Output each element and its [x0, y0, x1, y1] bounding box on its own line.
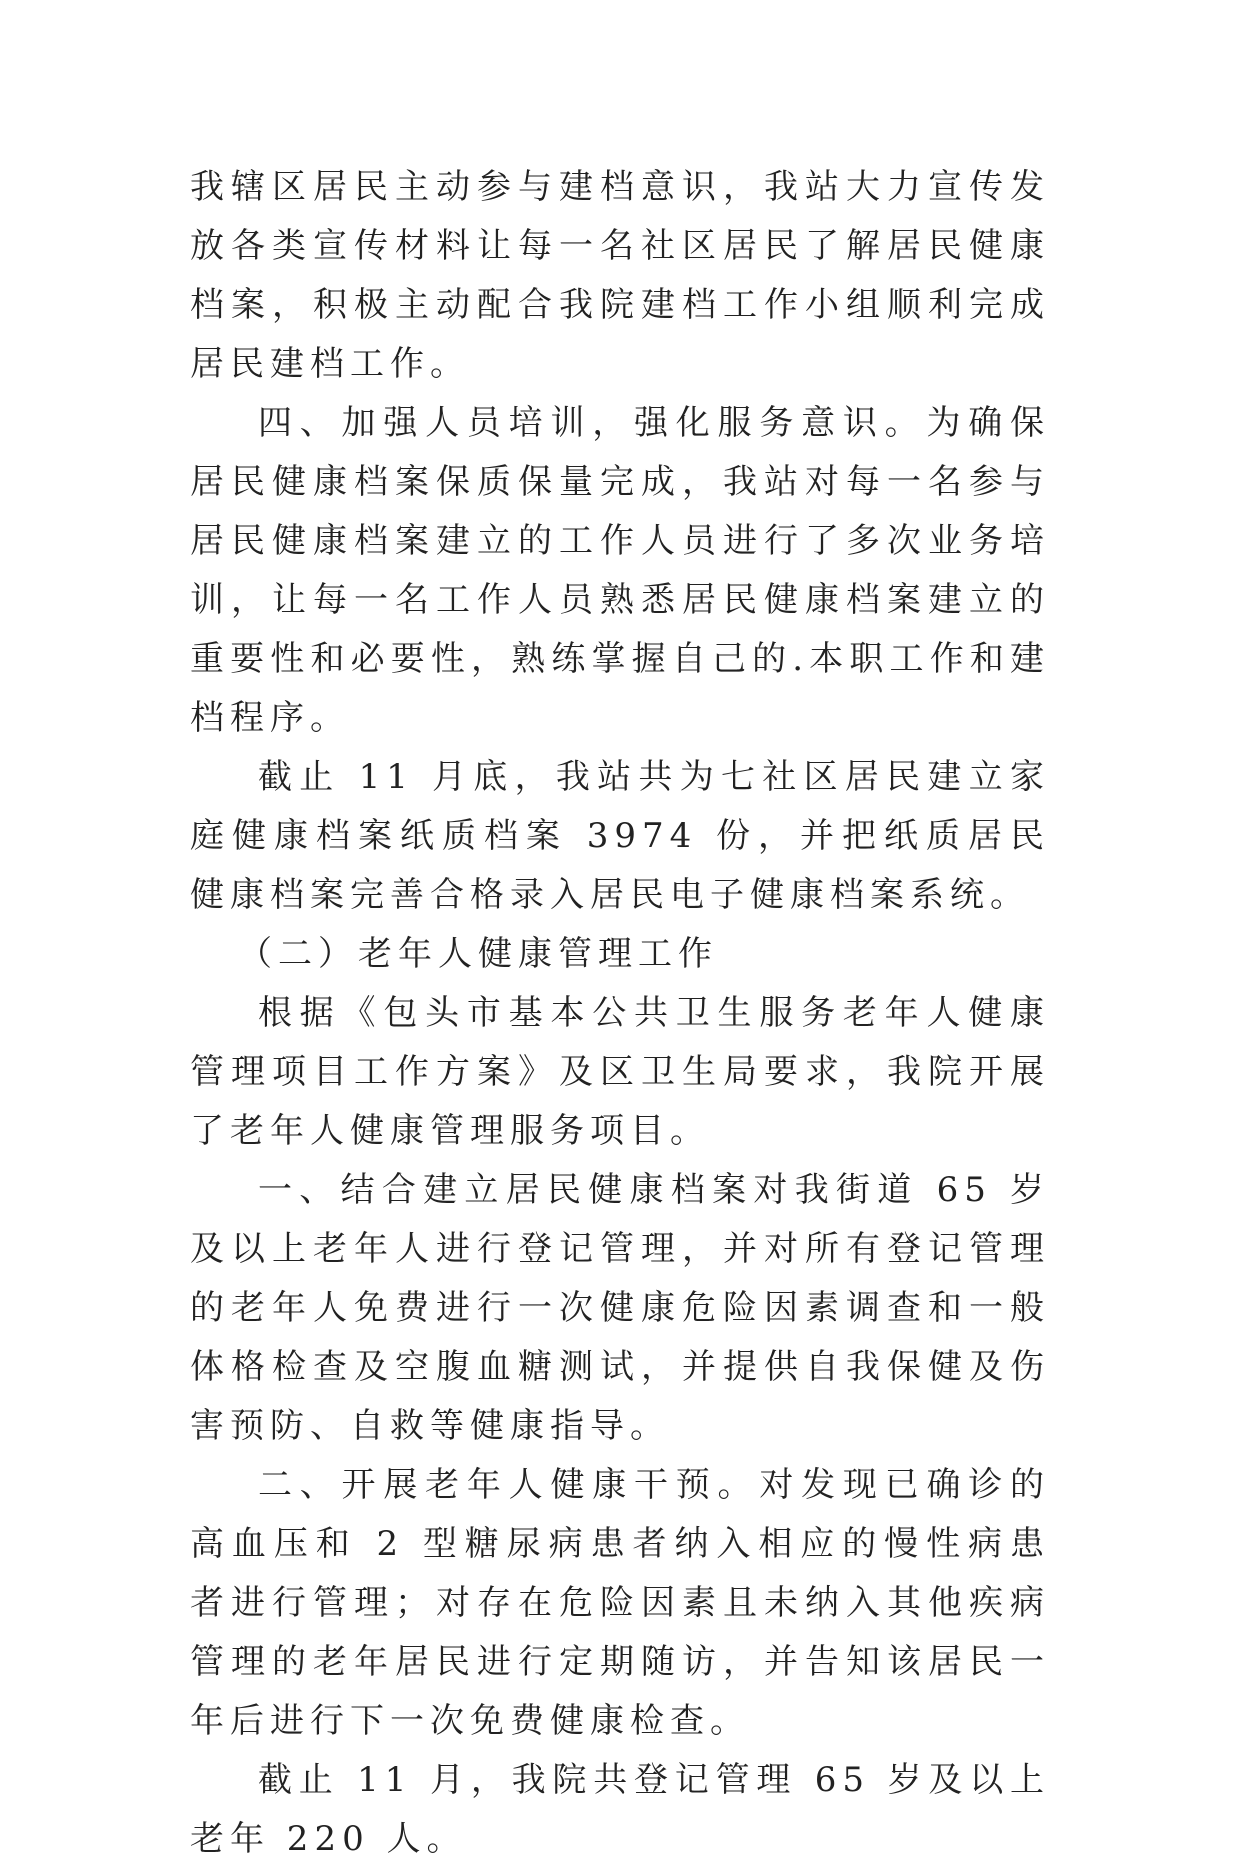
paragraph-elderly-count: 截止 11 月，我院共登记管理 65 岁及以上老年 220 人。 [190, 1760, 1050, 1859]
paragraph-archive-count: 截止 11 月底，我站共为七社区居民建立家庭健康档案纸质档案 3974 份，并把纸质居民健康档案完善合格录入居民电子健康档案系统。 [190, 757, 1050, 915]
paragraph-program-basis: 根据《包头市基本公共卫生服务老年人健康管理项目工作方案》及区卫生局要求，我院开展了老年人健康管理服务项目。 [190, 993, 1050, 1151]
body-text [190, 158, 1050, 1869]
paragraph-intervention: 二、开展老年人健康干预。对发现已确诊的高血压和 2 型糖尿病患者纳入相应的慢性病患者进行管理；对存在危险因素且未纳入其他疾病管理的老年居民进行定期随访，并告知该居民一年后进行下一次免费健康检查。 [190, 1465, 1050, 1741]
paragraph-staff-training: 四、加强人员培训，强化服务意识。为确保居民健康档案保质保量完成，我站对每一名参与居民健康档案建立的工作人员进行了多次业务培训，让每一名工作人员熟悉居民健康档案建立的重要性和必要性，熟练掌握自己的.本职工作和建档程序。 [190, 403, 1050, 738]
paragraph-continuation: 我辖区居民主动参与建档意识，我站大力宣传发放各类宣传材料让每一名社区居民了解居民健康档案，积极主动配合我院建档工作小组顺利完成居民建档工作。 [190, 167, 1050, 384]
paragraph-registration: 一、结合建立居民健康档案对我街道 65 岁及以上老年人进行登记管理，并对所有登记管理的老年人免费进行一次健康危险因素调查和一般体格检查及空腹血糖测试，并提供自我保健及伤害预防、自救等健康指导。 [190, 1170, 1050, 1446]
section-heading-elderly-care: （二）老年人健康管理工作 [238, 934, 718, 974]
